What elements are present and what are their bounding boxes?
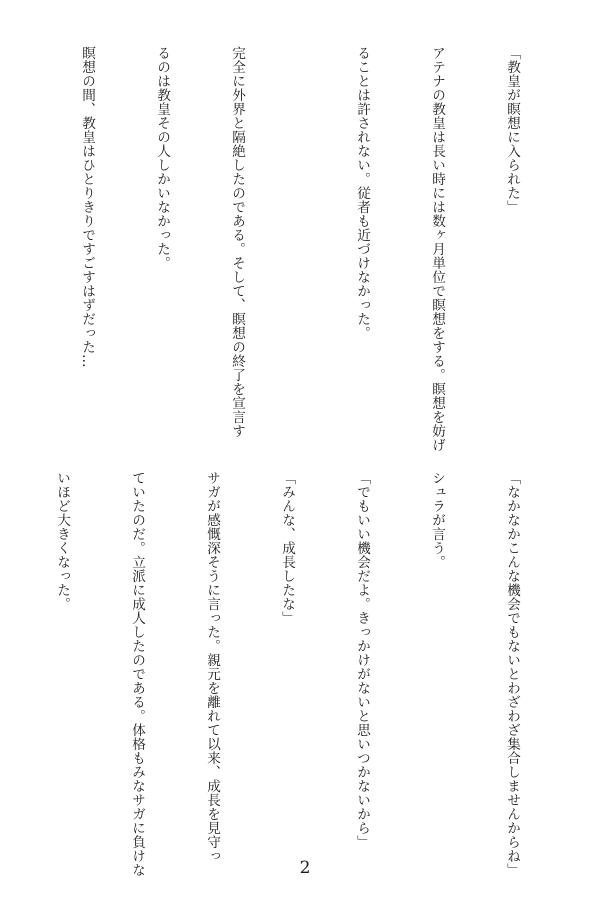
- text-column: ていたのだ。立派に成人したのである。体格もみなサガに負けな: [129, 471, 145, 877]
- text-column: るのは教皇その人しかいなかった。: [154, 46, 170, 270]
- text-column: サガが感慨深そうに言った。親元を離れて以来、成長を見守っ: [204, 471, 220, 863]
- text-column: 完全に外界と隔絶したのである。そして、瞑想の終了を宣言す: [229, 46, 245, 438]
- page-number: 2: [299, 858, 311, 878]
- text-column: ることは許されない。従者も近づけなかった。: [354, 46, 370, 340]
- lower-text-block: [0, 471, 574, 877]
- text-column: アテナの教皇は長い時には数ヶ月単位で瞑想をする。瞑想を妨げ: [429, 46, 445, 452]
- text-column: 瞑想の間、教皇はひとりきりですごすはずだった…: [79, 46, 95, 368]
- text-column: 「でもいい機会だよ。きっかけがないと思いつかないから」: [354, 471, 370, 849]
- text-column: 「なかなかこんな機会でもないとわざわざ集合しませんからね」: [504, 471, 520, 877]
- text-column: いほど大きくなった。: [54, 471, 70, 611]
- text-column: 「教皇が瞑想に入られた」: [504, 46, 520, 214]
- text-column: 「みんな、成長したな」: [279, 471, 295, 625]
- upper-text-block: [0, 46, 574, 452]
- text-column: シュラが言う。: [429, 471, 445, 569]
